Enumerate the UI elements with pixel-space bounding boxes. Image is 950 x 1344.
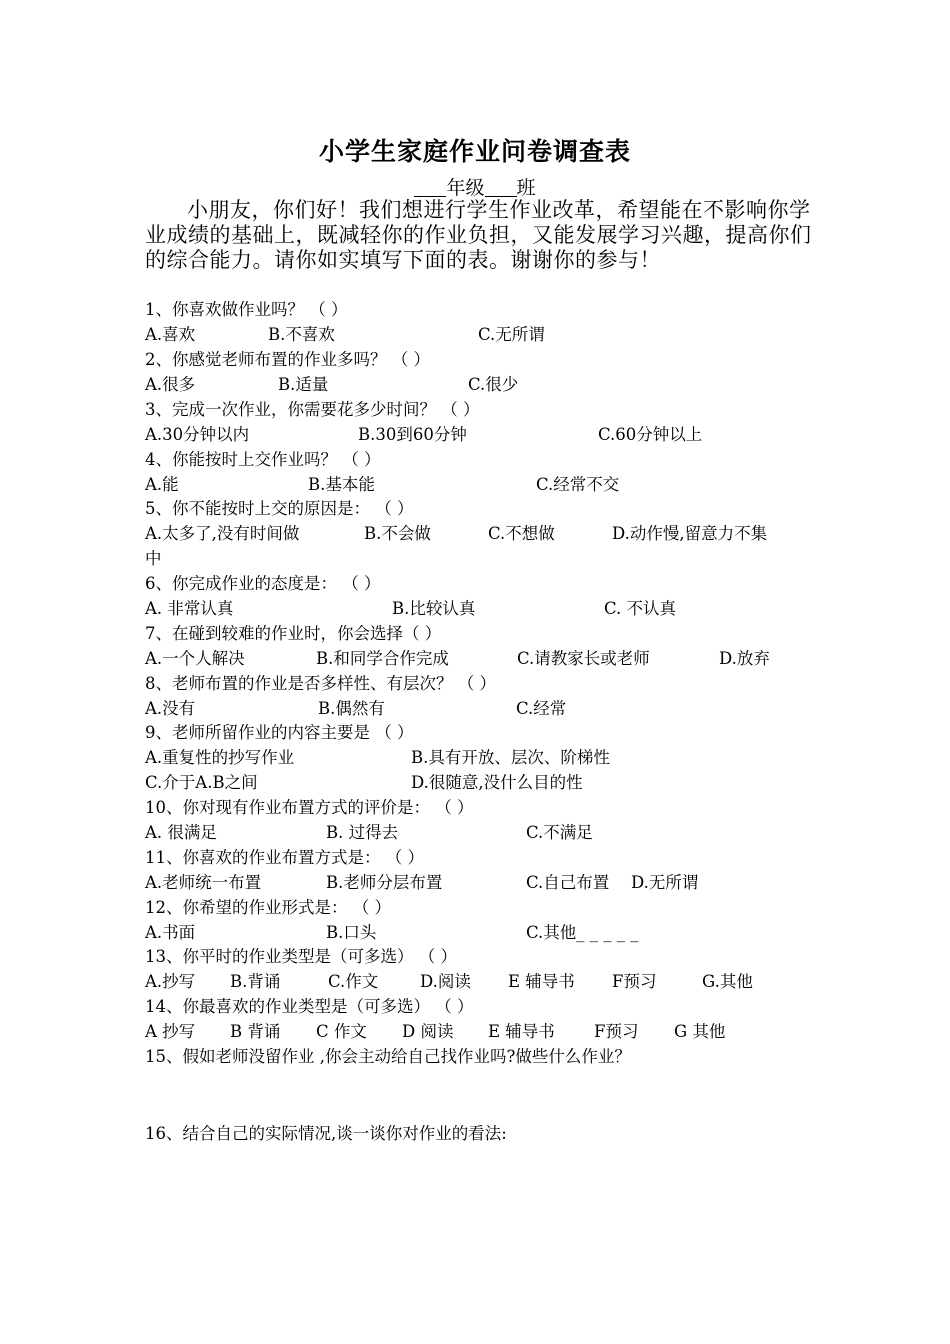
option-c[interactable]: C.作文 bbox=[328, 972, 379, 991]
question-8: 8、老师布置的作业是否多样性、有层次？ （ ） bbox=[145, 674, 496, 693]
option-a[interactable]: A.太多了,没有时间做 bbox=[145, 524, 300, 543]
option-b[interactable]: B.口头 bbox=[326, 923, 377, 942]
question-14: 14、你最喜欢的作业类型是（可多选） （ ） bbox=[145, 997, 474, 1016]
question-3: 3、完成一次作业，你需要花多少时间？ （ ） bbox=[145, 400, 480, 419]
intro-paragraph: 小朋友，你们好！我们想进行学生作业改革，希望能在不影响你学业成绩的基础上，既减轻你的作业负担，又能发展学习兴趣，提高你们的综合能力。请你如实填写下面的表。谢谢你的参与！ bbox=[145, 198, 812, 272]
option-b[interactable]: B.30到60分钟 bbox=[358, 425, 467, 444]
option-a[interactable]: A.重复性的抄写作业 bbox=[145, 748, 295, 767]
option-b[interactable]: B.具有开放、层次、阶梯性 bbox=[411, 748, 610, 767]
page-title: 小学生家庭作业问卷调查表 bbox=[318, 137, 631, 166]
class-label: 班 bbox=[516, 177, 536, 199]
option-a[interactable]: A.喜欢 bbox=[145, 325, 196, 344]
question-11: 11、你喜欢的作业布置方式是： （ ） bbox=[145, 848, 424, 867]
option-b[interactable]: B.和同学合作完成 bbox=[316, 649, 449, 668]
option-b[interactable]: B.不会做 bbox=[364, 524, 431, 543]
question-2: 2、你感觉老师布置的作业多吗？ （ ） bbox=[145, 350, 430, 369]
option-d[interactable]: D.很随意,没什么目的性 bbox=[411, 773, 583, 792]
option-b[interactable]: B.基本能 bbox=[308, 475, 375, 494]
option-a[interactable]: A. 很满足 bbox=[145, 823, 217, 842]
option-c[interactable]: C.介于A.B之间 bbox=[145, 773, 258, 792]
option-b[interactable]: B.背诵 bbox=[230, 972, 281, 991]
option-c[interactable]: C.经常 bbox=[516, 699, 567, 718]
option-f[interactable]: F预习 bbox=[612, 972, 657, 991]
option-c[interactable]: C.60分钟以上 bbox=[598, 425, 703, 444]
option-c[interactable]: C.很少 bbox=[468, 375, 519, 394]
option-a[interactable]: A.能 bbox=[145, 475, 179, 494]
option-a[interactable]: A.老师统一布置 bbox=[145, 873, 262, 892]
class-blank[interactable] bbox=[485, 178, 517, 197]
option-c[interactable]: C. 不认真 bbox=[604, 599, 677, 618]
question-1: 1、你喜欢做作业吗？ （ ） bbox=[145, 300, 348, 319]
option-c[interactable]: C.其他_ _ _ _ _ bbox=[526, 923, 639, 942]
question-9: 9、老师所留作业的内容主要是 （ ） bbox=[145, 723, 414, 742]
option-a[interactable]: A.30分钟以内 bbox=[145, 425, 250, 444]
question-5-option-d-continued: 中 bbox=[145, 549, 162, 568]
option-c[interactable]: C.不想做 bbox=[488, 524, 555, 543]
question-4: 4、你能按时上交作业吗？ （ ） bbox=[145, 450, 381, 469]
option-b[interactable]: B 背诵 bbox=[230, 1022, 281, 1041]
option-b[interactable]: B.比较认真 bbox=[392, 599, 476, 618]
option-a[interactable]: A.书面 bbox=[145, 923, 196, 942]
question-15: 15、假如老师没留作业 ,你会主动给自己找作业吗?做些什么作业？ bbox=[145, 1047, 631, 1066]
option-b[interactable]: B.适量 bbox=[278, 375, 329, 394]
option-a[interactable]: A.很多 bbox=[145, 375, 196, 394]
option-c[interactable]: C.经常不交 bbox=[536, 475, 620, 494]
option-c[interactable]: C.不满足 bbox=[526, 823, 593, 842]
option-c[interactable]: C.自己布置 bbox=[526, 873, 610, 892]
option-d[interactable]: D 阅读 bbox=[402, 1022, 454, 1041]
grade-blank[interactable] bbox=[414, 178, 446, 197]
option-d[interactable]: D.阅读 bbox=[420, 972, 471, 991]
option-d[interactable]: D.无所谓 bbox=[631, 873, 699, 892]
option-a[interactable]: A.一个人解决 bbox=[145, 649, 245, 668]
option-b[interactable]: B.老师分层布置 bbox=[326, 873, 443, 892]
grade-label: 年级 bbox=[446, 177, 485, 199]
option-a[interactable]: A.抄写 bbox=[145, 972, 196, 991]
grade-class-line bbox=[0, 173, 950, 200]
option-g[interactable]: G.其他 bbox=[702, 972, 753, 991]
option-d[interactable]: D.动作慢,留意力不集 bbox=[612, 524, 768, 543]
option-e[interactable]: E 辅导书 bbox=[508, 972, 575, 991]
option-d[interactable]: D.放弃 bbox=[719, 649, 770, 668]
question-7: 7、在碰到较难的作业时，你会选择（ ） bbox=[145, 624, 442, 643]
option-e[interactable]: E 辅导书 bbox=[488, 1022, 555, 1041]
option-c[interactable]: C.无所谓 bbox=[478, 325, 545, 344]
question-16: 16、结合自己的实际情况,谈一谈你对作业的看法: bbox=[145, 1124, 507, 1143]
option-a[interactable]: A.没有 bbox=[145, 699, 196, 718]
option-b[interactable]: B.偶然有 bbox=[318, 699, 385, 718]
option-g[interactable]: G 其他 bbox=[674, 1022, 726, 1041]
option-b[interactable]: B. 过得去 bbox=[326, 823, 399, 842]
option-a[interactable]: A. 非常认真 bbox=[145, 599, 234, 618]
question-5: 5、你不能按时上交的原因是： （ ） bbox=[145, 499, 414, 518]
option-c[interactable]: C 作文 bbox=[316, 1022, 367, 1041]
option-c[interactable]: C.请教家长或老师 bbox=[517, 649, 650, 668]
question-10: 10、你对现有作业布置方式的评价是： （ ） bbox=[145, 798, 474, 817]
option-a[interactable]: A 抄写 bbox=[145, 1022, 196, 1041]
question-6: 6、你完成作业的态度是： （ ） bbox=[145, 574, 381, 593]
question-13: 13、你平时的作业类型是（可多选） （ ） bbox=[145, 947, 457, 966]
option-f[interactable]: F预习 bbox=[594, 1022, 639, 1041]
question-12: 12、你希望的作业形式是： （ ） bbox=[145, 898, 391, 917]
option-b[interactable]: B.不喜欢 bbox=[268, 325, 335, 344]
